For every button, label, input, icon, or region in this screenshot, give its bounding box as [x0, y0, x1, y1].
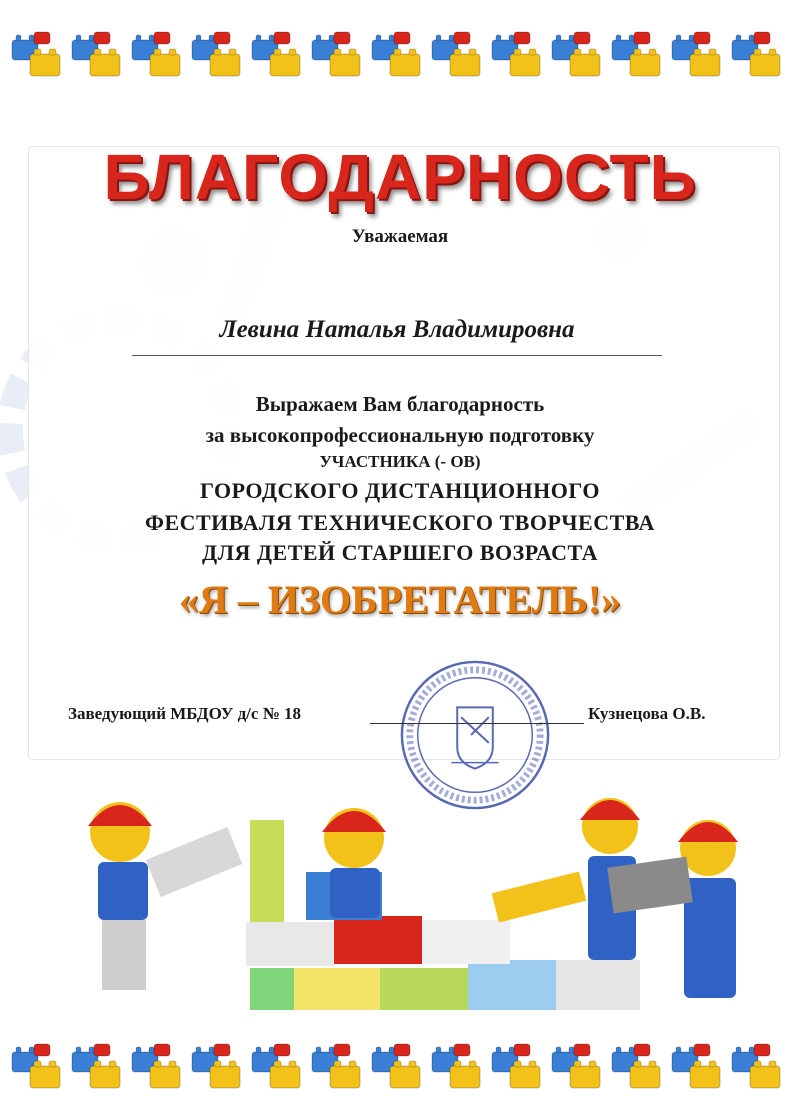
- lego-brick: [330, 1061, 360, 1088]
- lego-brick: [94, 32, 110, 44]
- body-line-3: УЧАСТНИКА (- ОВ): [319, 452, 481, 471]
- lego-brick: [210, 1061, 240, 1088]
- lego-brick: [270, 49, 300, 76]
- body-line-1: Выражаем Вам благодарность: [255, 392, 545, 416]
- lego-brick: [570, 49, 600, 76]
- salutation: Уважаемая: [351, 226, 449, 247]
- lego-brick: [634, 32, 650, 44]
- lego-brick: [634, 1044, 650, 1056]
- recipient-underline: [132, 355, 662, 356]
- lego-border-bottom: [0, 1030, 800, 1100]
- lego-brick: [570, 1061, 600, 1088]
- lego-brick: [394, 32, 410, 44]
- lego-brick: [390, 49, 420, 76]
- lego-brick: [274, 32, 290, 44]
- lego-brick: [274, 1044, 290, 1056]
- lego-brick: [154, 32, 170, 44]
- body-line-5: ФЕСТИВАЛЯ ТЕХНИЧЕСКОГО ТВОРЧЕСТВА: [145, 510, 655, 535]
- lego-brick: [94, 1044, 110, 1056]
- lego-brick: [450, 49, 480, 76]
- lego-brick: [574, 1044, 590, 1056]
- lego-brick: [514, 1044, 530, 1056]
- lego-brick: [690, 49, 720, 76]
- lego-brick: [454, 1044, 470, 1056]
- lego-brick: [90, 1061, 120, 1088]
- body-line-4: ГОРОДСКОГО ДИСТАНЦИОННОГО: [200, 478, 600, 503]
- lego-brick: [150, 49, 180, 76]
- lego-brick: [30, 1061, 60, 1088]
- lego-brick: [34, 32, 50, 44]
- body-line-2: за высокопрофессиональную подготовку: [205, 423, 595, 447]
- lego-brick: [510, 1061, 540, 1088]
- lego-builders-illustration: [80, 790, 760, 1020]
- signature-row: [68, 704, 748, 730]
- body-line-6: ДЛЯ ДЕТЕЙ СТАРШЕГО ВОЗРАСТА: [201, 540, 599, 565]
- lego-brick: [750, 1061, 780, 1088]
- signature-line: [370, 723, 584, 724]
- lego-brick: [574, 32, 590, 44]
- lego-brick: [334, 32, 350, 44]
- lego-brick: [690, 1061, 720, 1088]
- lego-brick: [334, 1044, 350, 1056]
- lego-brick: [754, 32, 770, 44]
- certificate-title: БЛАГОДАРНОСТЬ: [103, 141, 697, 213]
- lego-brick: [330, 49, 360, 76]
- lego-brick: [450, 1061, 480, 1088]
- lego-brick: [514, 32, 530, 44]
- lego-brick: [214, 32, 230, 44]
- lego-brick: [390, 1061, 420, 1088]
- signer-name: Кузнецова О.В.: [588, 704, 706, 723]
- lego-brick: [754, 1044, 770, 1056]
- lego-brick: [694, 32, 710, 44]
- lego-brick: [510, 49, 540, 76]
- lego-brick: [154, 1044, 170, 1056]
- lego-border-top: [0, 18, 800, 88]
- lego-brick: [90, 49, 120, 76]
- lego-brick: [394, 1044, 410, 1056]
- signer-role: Заведующий МБДОУ д/с № 18: [68, 704, 302, 723]
- recipient-name: Левина Наталья Владимировна: [219, 316, 575, 343]
- lego-brick: [630, 49, 660, 76]
- festival-name: «Я – ИЗОБРЕТАТЕЛЬ!»: [178, 577, 622, 622]
- lego-brick: [694, 1044, 710, 1056]
- lego-brick: [214, 1044, 230, 1056]
- lego-brick: [30, 49, 60, 76]
- lego-brick: [34, 1044, 50, 1056]
- lego-brick: [270, 1061, 300, 1088]
- lego-brick: [454, 32, 470, 44]
- lego-brick: [630, 1061, 660, 1088]
- lego-brick: [750, 49, 780, 76]
- lego-brick: [210, 49, 240, 76]
- lego-brick: [150, 1061, 180, 1088]
